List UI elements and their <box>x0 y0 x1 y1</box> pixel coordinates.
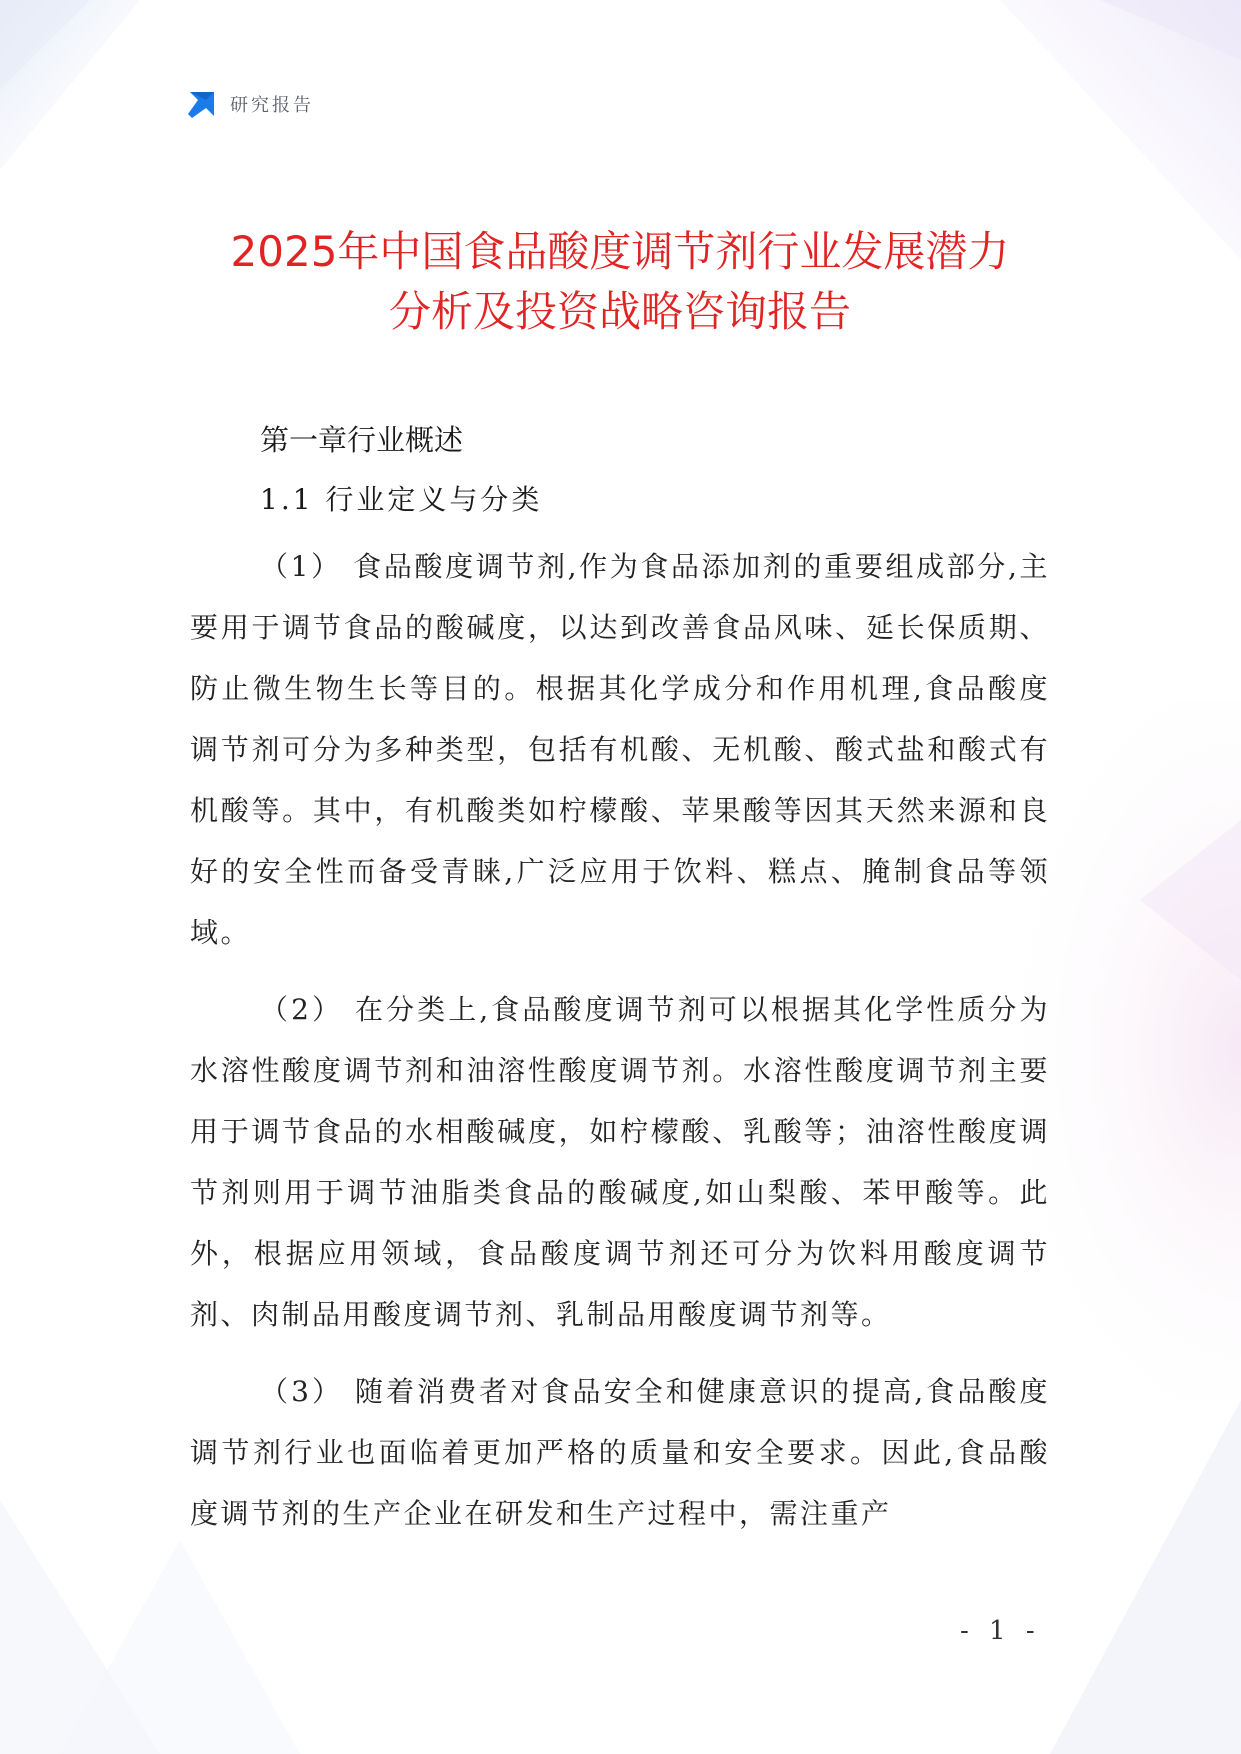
arrow-up-right-icon <box>186 88 218 120</box>
chapter-heading: 第一章行业概述 <box>260 423 464 457</box>
paragraph-1: （1） 食品酸度调节剂,作为食品添加剂的重要组成部分,主要用于调节食品的酸碱度，以达到改善食品风味、延长保质期、防止微生物生长等目的。根据其化学成分和作用机理,食品酸度调节剂可分为多种类型，包括有机酸、无机酸、酸式盐和酸式有机酸等。其中，有机酸类如柠檬酸、苹果酸等因其天然来源和良好的安全性而备受青睐,广泛应用于饮料、糕点、腌制食品等领域。 <box>190 550 1050 949</box>
section-heading: 1.1 行业定义与分类 <box>260 483 543 516</box>
report-title-line-2: 分析及投资战略咨询报告 <box>388 287 851 336</box>
report-title-line-1: 2025年中国食品酸度调节剂行业发展潜力 <box>230 227 1010 276</box>
page-number: - 1 - <box>960 1616 1041 1646</box>
document-body <box>190 418 1050 1544</box>
brand-label: 研究报告 <box>230 95 314 116</box>
paragraph-2: （2） 在分类上,食品酸度调节剂可以根据其化学性质分为水溶性酸度调节剂和油溶性酸度调节剂。水溶性酸度调节剂主要用于调节食品的水相酸碱度，如柠檬酸、乳酸等；油溶性酸度调节剂则用于调节油脂类食品的酸碱度,如山梨酸、苯甲酸等。此外，根据应用领域，食品酸度调节剂还可分为饮料用酸度调节剂、肉制品用酸度调节剂、乳制品用酸度调节剂等。 <box>190 993 1050 1331</box>
header-brand <box>186 88 314 120</box>
paragraph-3: （3） 随着消费者对食品安全和健康意识的提高,食品酸度调节剂行业也面临着更加严格的质量和安全要求。因此,食品酸度调节剂的生产企业在研发和生产过程中，需注重产 <box>190 1375 1050 1530</box>
report-title <box>150 222 1090 342</box>
